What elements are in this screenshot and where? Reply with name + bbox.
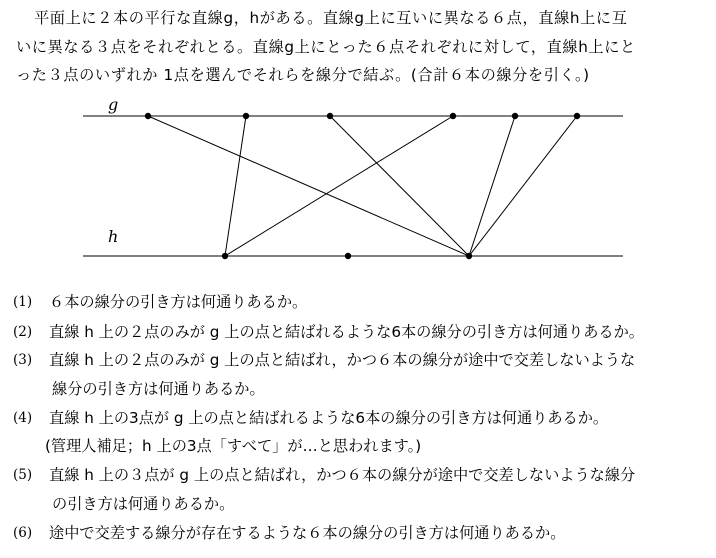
point-g-4	[450, 113, 456, 119]
question-text: 直線 h 上の２点のみが g 上の点と結ばれるような6本の線分の引き方は何通りあるか。	[49, 323, 644, 341]
segment-g4-h1	[225, 116, 453, 256]
segments-group	[148, 116, 577, 256]
question-text: 直線 h 上の３点が g 上の点と結ばれ，かつ６本の線分が途中で交差しないような線分	[49, 466, 636, 484]
point-g-2	[243, 113, 249, 119]
question-number: (1)	[13, 294, 33, 310]
label-g: g	[108, 95, 119, 114]
question-number: (6)	[13, 525, 33, 541]
segment-g5-h3	[469, 116, 515, 256]
label-h: h	[108, 227, 119, 246]
point-g-6	[574, 113, 580, 119]
question-text: 途中で交差する線分が存在するような６本の線分の引き方は何通りあるか。	[49, 524, 566, 542]
point-h-2	[345, 253, 351, 259]
intro-line-2: いに異なる３点をそれぞれとる。直線g上にとった６点それぞれに対して，直線h上にと	[16, 38, 636, 56]
segment-g2-h1	[225, 116, 246, 256]
question-text: ６本の線分の引き方は何通りあるか。	[49, 293, 308, 311]
point-g-3	[327, 113, 333, 119]
question-text: 線分の引き方は何通りあるか。	[52, 380, 265, 398]
segment-g1-h3	[148, 116, 469, 256]
question-text: の引き方は何通りあるか。	[52, 495, 235, 513]
note-text: (管理人補足；h 上の3点「すべて」が…と思われます。)	[45, 437, 422, 455]
point-g-1	[145, 113, 151, 119]
question-text: 直線 h 上の3点が g 上の点と結ばれるような6本の線分の引き方は何通りあるか。	[49, 409, 609, 427]
point-g-5	[512, 113, 518, 119]
segment-g6-h3	[469, 116, 577, 256]
question-number: (4)	[13, 410, 33, 426]
question-number: (2)	[13, 324, 33, 340]
intro-line-1: 平面上に２本の平行な直線g，hがある。直線g上に互いに異なる６点，直線h上に互	[34, 9, 628, 27]
point-h-1	[222, 253, 228, 259]
question-text: 直線 h 上の２点のみが g 上の点と結ばれ，かつ６本の線分が途中で交差しないような	[49, 351, 636, 369]
point-h-3	[466, 253, 472, 259]
question-number: (5)	[13, 467, 33, 483]
intro-line-3: った３点のいずれか 1点を選んでそれらを線分で結ぶ。(合計６本の線分を引く。)	[16, 66, 590, 84]
points-group	[145, 113, 580, 259]
segment-g3-h3	[330, 116, 469, 256]
question-number: (3)	[13, 352, 33, 368]
